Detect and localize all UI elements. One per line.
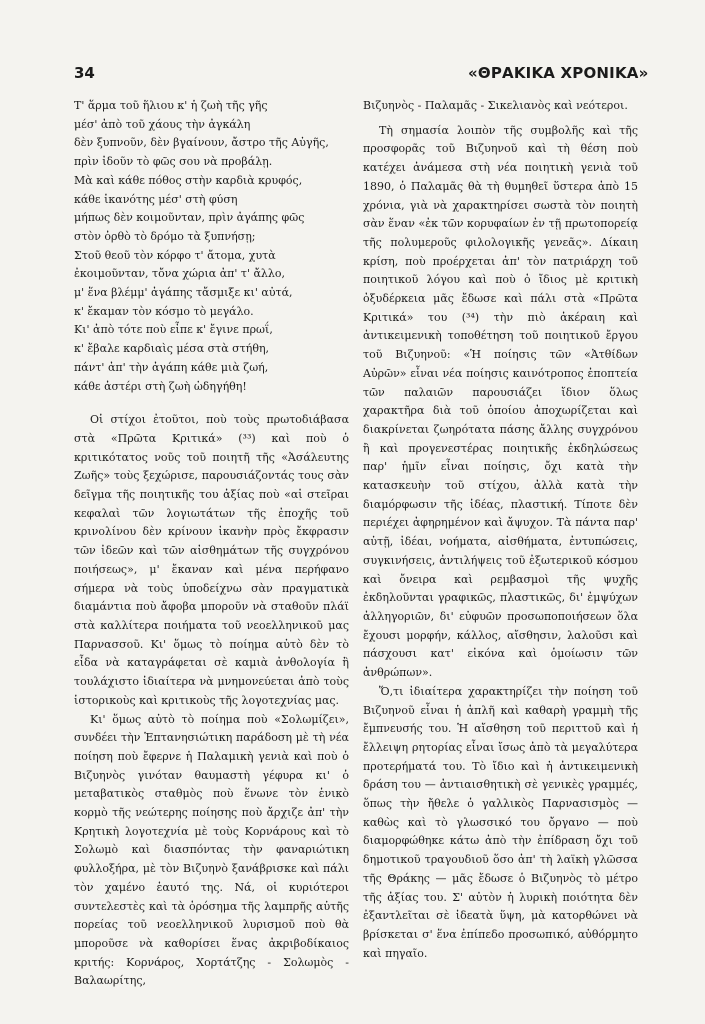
poem-line: κ' ἔβαλε καρδιαὶς μέσα στὰ στήθη, — [74, 342, 270, 356]
right-column — [363, 97, 638, 963]
poem-line: μήπως δὲν κοιμοῦνταν, πρὶν ἀγάπης φῶς — [74, 211, 305, 225]
poem-line: στὸν ὀρθὸ τὸ δρόμο τὰ ξυπνήσῃ; — [74, 229, 256, 243]
poem-line: κάθε ἀστέρι στὴ ζωὴ ὡδηγήθη! — [74, 379, 247, 393]
page-number: 34 — [74, 64, 95, 82]
poem-line: δὲν ξυπνοῦν, δὲν βγαίνουν, ἄστρο τῆς Αὐγῆς, — [74, 136, 329, 150]
body-paragraph: Βιζυηνὸς - Παλαμᾶς - Σικελιανὸς καὶ νεότεροι. — [363, 99, 628, 112]
poem-line: μ' ἕνα βλέμμ' ἀγάπης τἄσμιξε κι' αὐτά, — [74, 286, 293, 300]
left-column — [74, 97, 349, 991]
poem-line: Μὰ καὶ κάθε πόθος στὴν καρδιὰ κρυφός, — [74, 173, 303, 187]
poem-line: πρὶν ἰδοῦν τὸ φῶς σου νὰ προβάλῃ. — [74, 155, 273, 169]
poem-line: ἐκοιμοῦνταν, τὄνα χώρια ἀπ' τ' ἄλλο, — [74, 267, 285, 281]
body-paragraph: Ὅ,τι ἰδιαίτερα χαρακτηρίζει τὴν ποίηση τοῦ Βιζυηνοῦ εἶναι ἡ ἁπλῆ καὶ καθαρὴ γραμμὴ τῆς ἔμπνευσής του. Ἡ αἴσθηση τοῦ περιττοῦ καὶ ἡ ἔλλειψη ρητορίας εἶναι ἴσως ἀπὸ τὰ μεγαλύτερα προτερήματά του. Τὸ ἴδιο καὶ ἡ ἀντικειμενικὴ δράση του — ἀντιαισθητικὴ σὲ γενικὲς γραμμές, ὅπως τὴν ἤθελε ὁ γαλλικὸς Παρνασισμὸς — καθὼς καὶ τὸ γλωσσικό του ὄργανο — ποὺ διαμορφώθηκε κάτω ἀπὸ τὴν ἐπίδραση ὄχι τοῦ δημοτικοῦ τραγουδιοῦ ὅσο ἀπ' τὴ λαϊκὴ γλῶσσα τῆς Θράκης — μᾶς ἔδωσε ὁ Βιζυηνὸς τὸ μέτρο τῆς ἀξίας του. Σ' αὐτὸν ἡ λυρικὴ ποιότητα δὲν ἐξαντλεῖται σὲ ἰδεατὰ ὕψη, μὰ κατορθώνει νὰ βρίσκεται σ' ἕνα ἐπίπεδο προσωπικό, αὐθόρμητο καὶ πηγαῖο. — [363, 684, 638, 960]
body-paragraph: Τὴ σημασία λοιπὸν τῆς συμβολῆς καὶ τῆς προσφορᾶς τοῦ Βιζυηνοῦ καὶ τὴ θέση ποὺ κατέχει ἀνάμεσα στὴ νέα ποιητικὴ γενιὰ τοῦ 1890, ὁ Παλαμᾶς θὰ τὴ θυμηθεῖ ὕστερα ἀπὸ 15 χρόνια, γιὰ νὰ χαρακτηρίσει σωστὰ τὸν ποιητὴ σὰν ἕναν «ἐκ τῶν κορυφαίων ἐν τῇ πρωτοπορείᾳ τῆς πολυμεροῦς φιλολογικῆς γενεᾶς». Δίκαιη κρίση, ποὺ προέρχεται ἀπ' τὸν πατριάρχη τοῦ ποιητικοῦ λόγου καὶ ποὺ ὁ ἴδιος μὲ κριτικὴ ὀξυδέρκεια μᾶς ἔδωσε καὶ πάλι στὰ «Πρῶτα Κριτικά» του (³⁴) τὴν πιὸ ἀκέραιη καὶ ἀντικειμενικὴ τοποθέτηση τοῦ ποιητικοῦ ἔργου τοῦ Βιζυηνοῦ: «Ἡ ποίησις τῶν «Ἀτθίδων Αὐρῶν» εἶναι νέα ποίησις καινότροπος ἐποπτεία τῶν παλαιῶν παρουσιάζει ἴδιον ὅλως χαρακτῆρα διὰ τοῦ ὁποίου ἀποχωρίζεται καὶ διακρίνεται ζωηρότατα πάσης ἄλλης συγχρόνου ἢ καὶ προγενεστέρας ποιητικῆς ἐκδηλώσεως παρ' ἡμῖν εἶναι ποίησις, ὄχι κατὰ τὴν κατασκευὴν τοῦ στίχου, ἀλλὰ κατὰ τὴν διαμόρφωσιν τῆς ἰδέας, πλαστική. Τίποτε δὲν περιέχει ἀφηρημένον καὶ ἄψυχον. Τὰ πάντα παρ' αὐτῇ, ἰδέαι, νοήματα, αἰσθήματα, ἐντυπώσεις, συγκινήσεις, ἀντιλήψεις τοῦ ἐξωτερικοῦ κόσμου καὶ ὄνειρα καὶ ρεμβασμοὶ τῆς ψυχῆς ἐκδηλοῦνται γραφικῶς, πλαστικῶς, δι' ἐμψύχων ἀλληγοριῶν, δι' εὐφυῶν προσωποποιήσεων ὅλα ἔχουσι μορφήν, κάλλος, αἴσθησιν, λαλοῦσι καὶ πάσχουσι κατ' εἰκόνα καὶ ὁμοίωσιν τῶν ἀνθρώπων». — [363, 123, 638, 680]
poem-line: κάθε ἱκανότης μέσ' στὴ φύση — [74, 192, 238, 206]
poem-line: Τ' ἅρμα τοῦ ἥλιου κ' ἡ ζωὴ τῆς γῆς — [74, 99, 268, 112]
running-title: «ΘΡΑΚΙΚΑ ΧΡΟΝΙΚΑ» — [468, 64, 649, 82]
poem-line: Στοῦ θεοῦ τὸν κόρφο τ' ἄτομα, χυτὰ — [74, 248, 276, 262]
poem-line: Κι' ἀπὸ τότε ποὺ εἶπε κ' ἔγινε πρωΐ, — [74, 323, 273, 337]
poem-line: κ' ἔκαμαν τὸν κόσμο τὸ μεγάλο. — [74, 304, 254, 318]
poem-line: πάντ' ἀπ' τὴν ἀγάπη κάθε μιὰ ζωή, — [74, 360, 269, 374]
poem — [74, 97, 349, 396]
body-paragraph: Κι' ὅμως αὐτὸ τὸ ποίημα ποὺ «Σολωμίζει», συνδέει τὴν Ἑπτανησιώτικη παράδοση μὲ τὴ νέα ποίηση ποὺ ἔφερνε ἡ Παλαμικὴ γενιὰ καὶ ποὺ ὁ Βιζυηνὸς γινόταν θαυμαστὴ γέφυρα κι' ὁ μεταβατικὸς σταθμὸς ποὺ ἕνωνε τὸν ἑνικὸ κορμὸ τῆς νεώτερης ποίησης ποὺ ἄρχιζε ἀπ' τὴν Κρητικὴ λογοτεχνία μὲ τοὺς Κορνάρους καὶ τὸ Σολωμὸ καὶ διασπόντας τὴν φαναριώτικη φυλλοξήρα, μὲ τὸν Βιζυηνὸ ξανάβρισκε καὶ πάλι τὸν χαμένο ἑαυτό της. Νά, οἱ κυριότεροι συντελεστὲς καὶ τὰ ὁρόσημα τῆς λαμπρῆς αὐτῆς πορείας τοῦ νεοελληνικοῦ λυρισμοῦ ποὺ θὰ μποροῦσε νὰ καθορίσει ἕνας ἀκριβοδίκαιος κριτής: Κορνάρος, Χορτάτζης - Σολωμὸς - Βαλαωρίτης, — [74, 712, 349, 988]
body-paragraph: Οἱ στίχοι ἐτοῦτοι, ποὺ τοὺς πρωτοδιάβασα στὰ «Πρῶτα Κριτικά» (³³) καὶ ποὺ ὁ κριτικότατος νοῦς τοῦ ποιητῆ τῆς «Ἀσάλευτης Ζωῆς» τοὺς ξεχώρισε, παρουσιάζοντάς τους σὰν δεῖγμα τῆς ποιητικῆς του ἀξίας ποὺ «αἱ στεῖραι κεφαλαὶ τῶν λογιωτάτων τῆς ἐποχῆς τοῦ κρινολίνου δὲν κρίνουν ἱκανὴν πρὸς ἔκφρασιν τῶν ἰδεῶν καὶ τῶν αἰσθημάτων τῆς συγχρόνου ποιήσεως», μ' ἔκαναν καὶ μένα περήφανο σήμερα νὰ τοὺς ὑποδείχνω σὰν πραγματικὰ διαμάντια ποὺ ἄφοβα μποροῦν νὰ σταθοῦν πλάϊ στὰ καλλίτερα ποιήματα τοῦ νεοελληνικοῦ μας Παρνασσοῦ. Κι' ὅμως τὸ ποίημα αὐτὸ δὲν τὸ εἶδα νὰ καταγράφεται σὲ καμιὰ ἀνθολογία ἢ τουλάχιστο ἰδιαίτερα νὰ μνημονεύεται ἀπὸ τοὺς ἱστορικοὺς καὶ κριτικοὺς τῆς λογοτεχνίας μας. — [74, 413, 349, 707]
poem-line: μέσ' ἀπὸ τοῦ χάους τὴν ἀγκάλη — [74, 117, 251, 131]
